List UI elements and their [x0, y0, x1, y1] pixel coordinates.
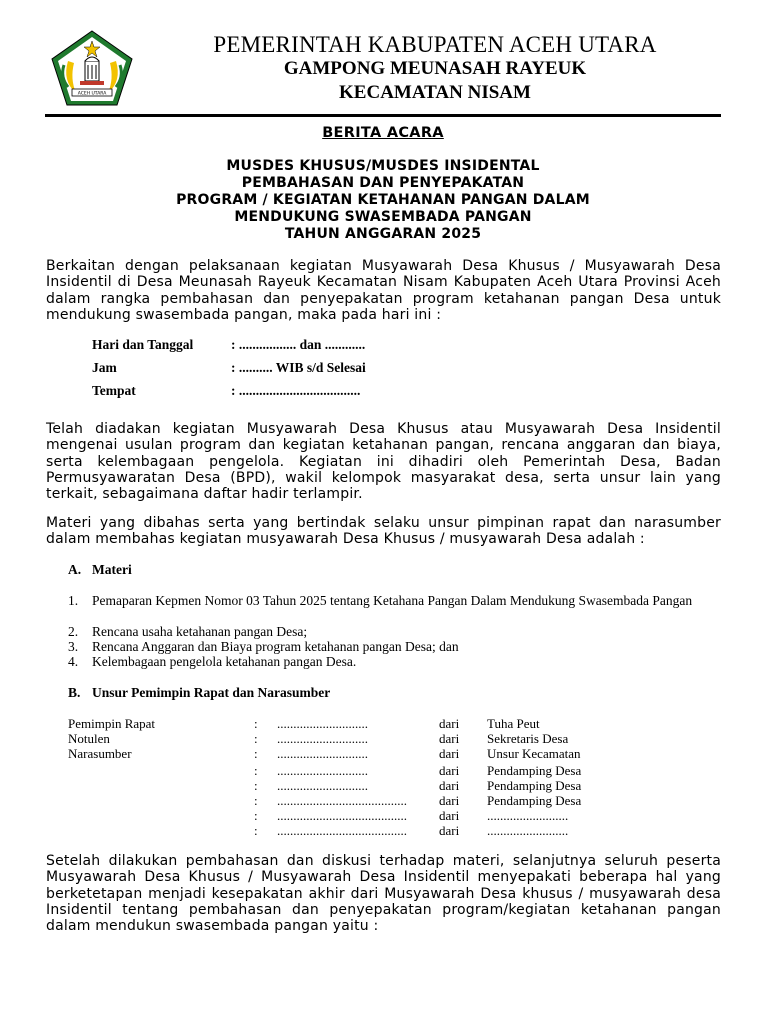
unsur-colon: :: [254, 716, 258, 731]
unsur-dots: ............................: [277, 763, 368, 778]
info-label: Hari dan Tanggal: [92, 337, 194, 352]
unsur-dari: dari: [439, 793, 460, 808]
unsur-row: [68, 716, 728, 731]
unsur-dots: ........................................: [277, 808, 407, 823]
document-title: BERITA ACARA: [322, 125, 444, 141]
paragraph-line: mengenai usulan program dan kegiatan ketahanan pangan, rencana anggaran dan biaya,: [46, 437, 721, 454]
unsur-row: [68, 793, 728, 808]
letterhead-line-2: GAMPONG MEUNASAH RAYEUK: [283, 58, 587, 79]
unsur-role: Pemimpin Rapat: [68, 716, 156, 731]
unsur-dari: dari: [439, 731, 460, 746]
materials-intro-paragraph: [46, 515, 721, 548]
paragraph-line: Insidentil di Desa Meunasah Rayeuk Kecamatan Nisam Kabupaten Aceh Utara Provinsi Aceh: [46, 274, 721, 291]
unsur-colon: :: [254, 746, 258, 761]
unsur-row: [68, 763, 728, 778]
unsur-row: [68, 746, 728, 761]
unsur-dari: dari: [439, 808, 460, 823]
section-title: Materi: [92, 562, 132, 577]
unsur-colon: :: [254, 808, 258, 823]
unsur-colon: :: [254, 823, 258, 838]
paragraph-line: terkait, sebagaimana daftar hadir terlampir.: [46, 486, 363, 503]
subtitle-line: PROGRAM / KEGIATAN KETAHANAN PANGAN DALAM: [176, 192, 590, 208]
subtitle-line: MUSDES KHUSUS/MUSDES INSIDENTAL: [226, 158, 540, 174]
paragraph-line: serta kelembagaan pengelola. Kegiatan ini dihadiri oleh Pemerintah Desa, Badan: [46, 453, 721, 470]
paragraph-line: Setelah dilakukan pembahasan dan diskusi terhadap materi, selanjutnya seluruh peserta: [46, 853, 721, 869]
unsur-dots: ........................................: [277, 793, 407, 808]
aceh-utara-logo: [50, 29, 134, 107]
letterhead-divider: [45, 114, 721, 117]
paragraph-line: dalam mendukun swasembada pangan yaitu :: [46, 918, 379, 935]
logo-text: ACEH UTARA: [77, 91, 107, 97]
info-label: Tempat: [92, 383, 136, 398]
unsur-colon: :: [254, 778, 258, 793]
materi-text: Rencana usaha ketahanan pangan Desa;: [92, 624, 308, 639]
materi-number: 4.: [68, 654, 79, 669]
unsur-from: Pendamping Desa: [487, 763, 582, 778]
unsur-row: [68, 808, 728, 823]
paragraph-line: Permusyawaratan Desa (BPD), wakil kelompok masyarakat desa, serta unsur lain yang: [46, 469, 721, 486]
paragraph-line: Berkaitan dengan pelaksanaan kegiatan Musyawarah Desa Khusus / Musyawarah Desa: [46, 258, 721, 274]
info-label: Jam: [92, 360, 117, 375]
unsur-dots: ............................: [277, 778, 368, 793]
section-heading-materi: [68, 562, 132, 578]
unsur-from: Tuha Peut: [487, 716, 540, 731]
unsur-role: Notulen: [68, 731, 110, 746]
paragraph-line: Musyawarah Desa Khusus / Musyawarah Desa Insidentil menyepakati beberapa hal yang: [46, 869, 721, 886]
materi-number: 1.: [68, 593, 79, 608]
section-letter: A.: [68, 562, 82, 577]
info-value: : ....................................: [231, 383, 361, 398]
paragraph-line: mendukung swasembada pangan, maka pada hari ini :: [46, 306, 442, 323]
unsur-dots: ............................: [277, 746, 368, 761]
unsur-dari: dari: [439, 746, 460, 761]
unsur-colon: :: [254, 793, 258, 808]
unsur-from: Unsur Kecamatan: [487, 746, 581, 761]
materi-text: Rencana Anggaran dan Biaya program ketahanan pangan Desa; dan: [92, 639, 459, 654]
info-value: : ................. dan ............: [231, 337, 366, 352]
paragraph-line: Insidentil tentang pembahasan dan penyepakatan program/kegiatan ketahanan pangan: [46, 901, 721, 918]
unsur-row: [68, 778, 728, 793]
paragraph-line: Materi yang dibahas serta yang bertindak selaku unsur pimpinan rapat dan narasumber: [46, 515, 721, 531]
materi-text: Kelembagaan pengelola ketahanan pangan Desa.: [92, 654, 357, 669]
letterhead-line-1: PEMERINTAH KABUPATEN ACEH UTARA: [213, 32, 657, 57]
unsur-dots: ........................................: [277, 823, 407, 838]
meeting-paragraph: [46, 421, 721, 502]
unsur-from: Sekretaris Desa: [487, 731, 569, 746]
unsur-from: .........................: [487, 823, 569, 838]
section-title: Unsur Pemimpin Rapat dan Narasumber: [92, 685, 331, 700]
letterhead-line-3: KECAMATAN NISAM: [339, 82, 531, 103]
materi-number: 2.: [68, 624, 79, 639]
paragraph-line: berketetapan menjadi kesepakatan akhir dari Musyawarah Desa khusus / musyawarah desa: [46, 885, 721, 902]
unsur-colon: :: [254, 731, 258, 746]
unsur-row: [68, 823, 728, 838]
subtitle-line: MENDUKUNG SWASEMBADA PANGAN: [234, 209, 532, 225]
info-value: : .......... WIB s/d Selesai: [231, 360, 366, 375]
intro-paragraph: [46, 258, 721, 323]
materi-text: Pemaparan Kepmen Nomor 03 Tahun 2025 tentang Ketahana Pangan Dalam Mendukung Swasembada Pangan: [92, 593, 693, 608]
section-letter: B.: [68, 685, 81, 700]
unsur-row: [68, 731, 728, 746]
unsur-dots: ............................: [277, 716, 368, 731]
unsur-dari: dari: [439, 716, 460, 731]
section-heading-unsur: [68, 685, 330, 701]
unsur-from: Pendamping Desa: [487, 793, 582, 808]
unsur-role: Narasumber: [68, 746, 132, 761]
unsur-dots: ............................: [277, 731, 368, 746]
subtitle-line: PEMBAHASAN DAN PENYEPAKATAN: [241, 175, 525, 191]
paragraph-line: dalam rangka pembahasan dan penyepakatan program ketahanan pangan Desa untuk: [46, 290, 721, 307]
paragraph-line: dalam membahas kegiatan musyawarah Desa Khusus / musyawarah Desa adalah :: [46, 531, 645, 548]
unsur-colon: :: [254, 763, 258, 778]
unsur-dari: dari: [439, 778, 460, 793]
paragraph-line: Telah diadakan kegiatan Musyawarah Desa Khusus atau Musyawarah Desa Insidentil: [46, 421, 721, 437]
unsur-dari: dari: [439, 763, 460, 778]
unsur-from: .........................: [487, 808, 569, 823]
subtitle-line: TAHUN ANGGARAN 2025: [284, 226, 482, 242]
conclusion-paragraph: [46, 853, 721, 934]
materi-number: 3.: [68, 639, 79, 654]
unsur-from: Pendamping Desa: [487, 778, 582, 793]
unsur-dari: dari: [439, 823, 460, 838]
